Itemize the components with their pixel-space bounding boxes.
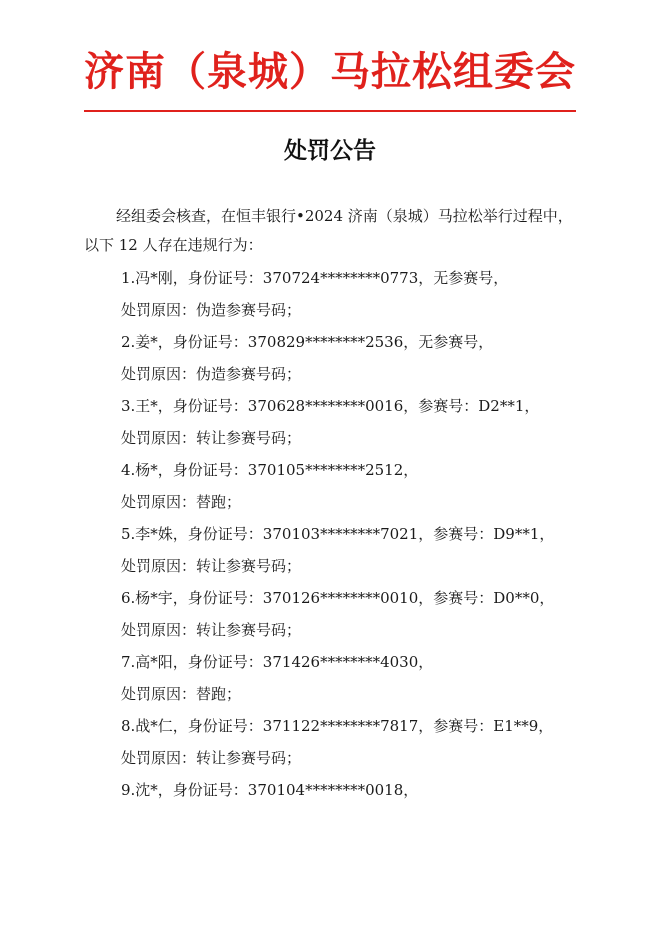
entry-8-identity: 8.战*仁，身份证号：371122********7817，参赛号：E1**9， <box>121 717 554 735</box>
notice-title: 处罚公告 <box>284 138 376 164</box>
entry-3-identity: 3.王*，身份证号：370628********0016，参赛号：D2**1， <box>121 397 540 415</box>
entry-7-reason: 处罚原因：替跑； <box>121 685 242 703</box>
violation-list <box>84 262 584 806</box>
entry-6-reason: 处罚原因：转让参赛号码； <box>121 621 302 639</box>
intro-paragraph: 经组委会核查，在恒丰银行•2024 济南（泉城）马拉松举行过程中，以下 12 人存在违规行为： <box>84 207 573 254</box>
entry-1-identity: 1.冯*刚，身份证号：370724********0773，无参赛号， <box>121 269 509 287</box>
entry-5-reason: 处罚原因：转让参赛号码； <box>121 557 302 575</box>
entry-5-identity: 5.李*姝，身份证号：370103********7021，参赛号：D9**1， <box>121 525 555 543</box>
entry-8-reason: 处罚原因：转让参赛号码； <box>121 749 302 767</box>
entry-4-identity: 4.杨*，身份证号：370105********2512， <box>121 461 419 479</box>
entry-2-identity: 2.姜*，身份证号：370829********2536，无参赛号， <box>121 333 494 351</box>
entry-3-reason: 处罚原因：转让参赛号码； <box>121 429 302 447</box>
entry-9-identity: 9.沈*，身份证号：370104********0018， <box>121 781 419 799</box>
entry-4-reason: 处罚原因：替跑； <box>121 493 242 511</box>
organization-title: 济南（泉城）马拉松组委会 <box>84 48 576 95</box>
entry-6-identity: 6.杨*宇，身份证号：370126********0010，参赛号：D0**0， <box>121 589 555 607</box>
notice-body <box>84 202 584 806</box>
entry-1-reason: 处罚原因：伪造参赛号码； <box>121 301 302 319</box>
entry-7-identity: 7.高*阳，身份证号：371426********4030， <box>121 653 434 671</box>
entry-2-reason: 处罚原因：伪造参赛号码； <box>121 365 302 383</box>
red-divider-line <box>84 110 576 112</box>
